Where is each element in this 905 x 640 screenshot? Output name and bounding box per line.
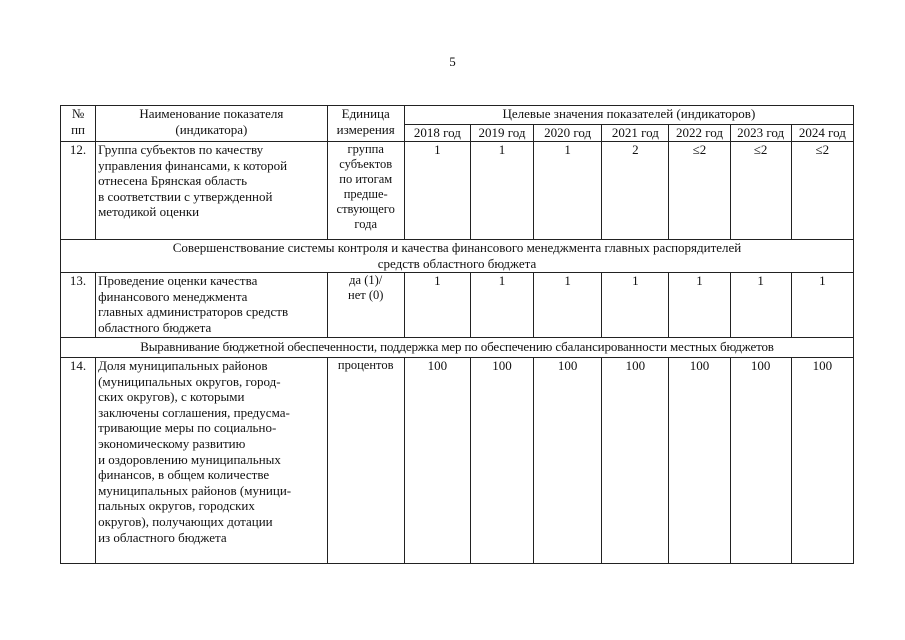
row-number: 12. xyxy=(61,142,96,240)
target-value: 100 xyxy=(730,358,791,564)
row-number: 13. xyxy=(61,273,96,338)
name-line: финансового менеджмента xyxy=(98,288,248,304)
target-value: 100 xyxy=(669,358,730,564)
target-value: 1 xyxy=(602,273,669,338)
name-line: управления финансами, к которой xyxy=(98,157,288,173)
target-value: ≤2 xyxy=(669,142,730,240)
name-line: ских округов), с которыми xyxy=(98,389,245,405)
header-name xyxy=(96,106,328,142)
target-value: 1 xyxy=(404,142,470,240)
header-num xyxy=(61,106,96,142)
indicator-name xyxy=(96,358,328,564)
page-number: 5 xyxy=(449,54,456,69)
section-heading xyxy=(61,240,854,273)
header-num-line: пп xyxy=(71,121,85,137)
header-year: 2021 год xyxy=(602,125,669,142)
header-year: 2018 год xyxy=(404,125,470,142)
unit-line: предше- xyxy=(343,187,388,201)
target-value: 1 xyxy=(534,142,602,240)
target-value: 2 xyxy=(602,142,669,240)
target-value: 1 xyxy=(669,273,730,338)
name-line: отнесена Брянская область xyxy=(98,173,248,189)
header-year: 2019 год xyxy=(470,125,533,142)
unit-line: по итогам xyxy=(339,172,393,186)
header-unit-line: Единица xyxy=(341,106,390,121)
unit-of-measure xyxy=(327,358,404,564)
header-num-line: № xyxy=(71,106,85,121)
header-year: 2023 год xyxy=(730,125,791,142)
target-value: 100 xyxy=(470,358,533,564)
target-value: 1 xyxy=(534,273,602,338)
unit-line: процентов xyxy=(337,358,394,372)
target-value: ≤2 xyxy=(730,142,791,240)
unit-line: группа xyxy=(347,142,384,156)
header-year: 2020 год xyxy=(534,125,602,142)
name-line: Проведение оценки качества xyxy=(98,273,258,288)
target-value: 1 xyxy=(470,142,533,240)
unit-line: года xyxy=(354,217,378,231)
indicator-name xyxy=(96,142,328,240)
target-value: ≤2 xyxy=(791,142,853,240)
unit-line: ствующего xyxy=(336,202,395,216)
name-line: заключены соглашения, предусма- xyxy=(98,404,290,420)
name-line: из областного бюджета xyxy=(98,529,227,545)
target-value: 100 xyxy=(404,358,470,564)
target-value: 1 xyxy=(730,273,791,338)
section-row xyxy=(61,240,854,273)
section-heading-line: средств областного бюджета xyxy=(377,255,537,271)
indicators-table xyxy=(60,105,854,564)
name-line: в соответствии с утвержденной xyxy=(98,188,273,204)
name-line: тривающие меры по социально- xyxy=(98,420,277,436)
target-value: 100 xyxy=(602,358,669,564)
unit-of-measure xyxy=(327,142,404,240)
table-row xyxy=(61,273,854,338)
name-line: Доля муниципальных районов xyxy=(98,358,268,373)
header-year: 2024 год xyxy=(791,125,853,142)
target-value: 1 xyxy=(404,273,470,338)
name-line: финансов, в общем количестве xyxy=(98,467,270,483)
row-number: 14. xyxy=(61,358,96,564)
name-line: Группа субъектов по качеству xyxy=(98,142,264,157)
unit-line: нет (0) xyxy=(348,288,384,302)
header-name-line: Наименование показателя xyxy=(139,106,284,121)
target-value: 100 xyxy=(534,358,602,564)
unit-line: субъектов xyxy=(339,157,393,171)
target-value: 1 xyxy=(791,273,853,338)
section-row xyxy=(61,338,854,358)
target-value: 100 xyxy=(791,358,853,564)
name-line: пальных округов, городских xyxy=(98,498,255,514)
name-line: и оздоровлению муниципальных xyxy=(98,451,281,467)
name-line: экономическому развитию xyxy=(98,435,246,451)
header-row xyxy=(61,106,854,125)
table-row xyxy=(61,358,854,564)
table-row xyxy=(61,142,854,240)
header-unit xyxy=(327,106,404,142)
name-line: (муниципальных округов, город- xyxy=(98,373,281,389)
header-name-line: (индикатора) xyxy=(175,121,248,137)
target-value: 1 xyxy=(470,273,533,338)
unit-of-measure xyxy=(327,273,404,338)
name-line: муниципальных районов (муници- xyxy=(98,482,292,498)
section-heading: Выравнивание бюджетной обеспеченности, поддержка мер по обеспечению сбалансированности местных бюджетов xyxy=(61,338,854,358)
header-year: 2022 год xyxy=(669,125,730,142)
name-line: главных администраторов средств xyxy=(98,304,289,320)
header-unit-line: измерения xyxy=(336,121,395,137)
name-line: областного бюджета xyxy=(98,319,212,335)
name-line: методикой оценки xyxy=(98,204,200,220)
indicator-name xyxy=(96,273,328,338)
header-targets: Целевые значения показателей (индикаторов) xyxy=(404,106,853,125)
unit-line: да (1)/ xyxy=(349,273,383,287)
name-line: округов), получающих дотации xyxy=(98,513,273,529)
section-heading-line: Совершенствование системы контроля и качества финансового менеджмента главных распорядителей xyxy=(172,240,742,255)
